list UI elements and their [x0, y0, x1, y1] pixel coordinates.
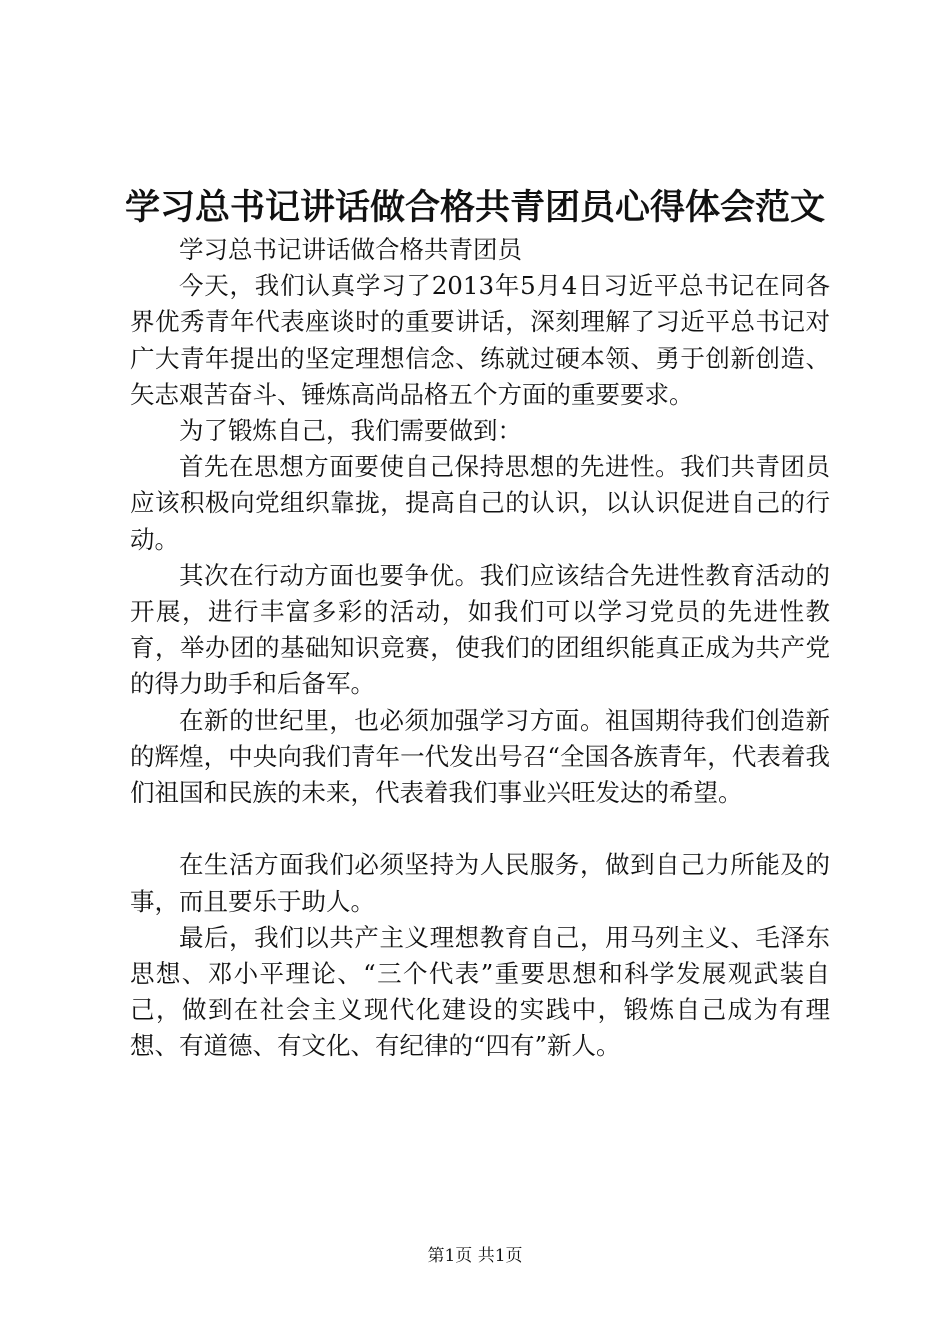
- document-body: [130, 232, 830, 1065]
- paragraph-conclusion: 最后，我们以共产主义理想教育自己，用马列主义、毛泽东思想、邓小平理论、“三个代表”重要思想和科学发展观武装自己，做到在社会主义现代化建设的实践中，锻炼自己成为有理想、有道德、有文化、有纪律的“四有”新人。: [130, 922, 830, 1061]
- paragraph-life: 在生活方面我们必须坚持为人民服务，做到自己力所能及的事，而且要乐于助人。: [130, 850, 830, 916]
- page-number-footer: 第1页 共1页: [427, 1246, 523, 1266]
- paragraph-lead: 为了锻炼自己，我们需要做到：: [179, 416, 522, 446]
- paragraph-intro: 今天，我们认真学习了2013年5月4日习近平总书记在同各界优秀青年代表座谈时的重要讲话，深刻理解了习近平总书记对广大青年提出的坚定理想信念、练就过硬本领、勇于创新创造、矢志艰苦奋斗、锤炼高尚品格五个方面的重要要求。: [130, 271, 830, 409]
- document-title: 学习总书记讲话做合格共青团员心得体会范文: [124, 188, 825, 228]
- paragraph-study: 在新的世纪里，也必须加强学习方面。祖国期待我们创造新的辉煌，中央向我们青年一代发出号召“全国各族青年，代表着我们祖国和民族的未来，代表着我们事业兴旺发达的希望。: [130, 705, 830, 808]
- paragraph-subtitle: 学习总书记讲话做合格共青团员: [179, 235, 522, 264]
- paragraph-thought: 首先在思想方面要使自己保持思想的先进性。我们共青团员应该积极向党组织靠拢，提高自己的认识，以认识促进自己的行动。: [130, 452, 830, 554]
- paragraph-action: 其次在行动方面也要争优。我们应该结合先进性教育活动的开展，进行丰富多彩的活动，如我们可以学习党员的先进性教育，举办团的基础知识竞赛，使我们的团组织能真正成为共产党的得力助手和后备军。: [130, 560, 830, 699]
